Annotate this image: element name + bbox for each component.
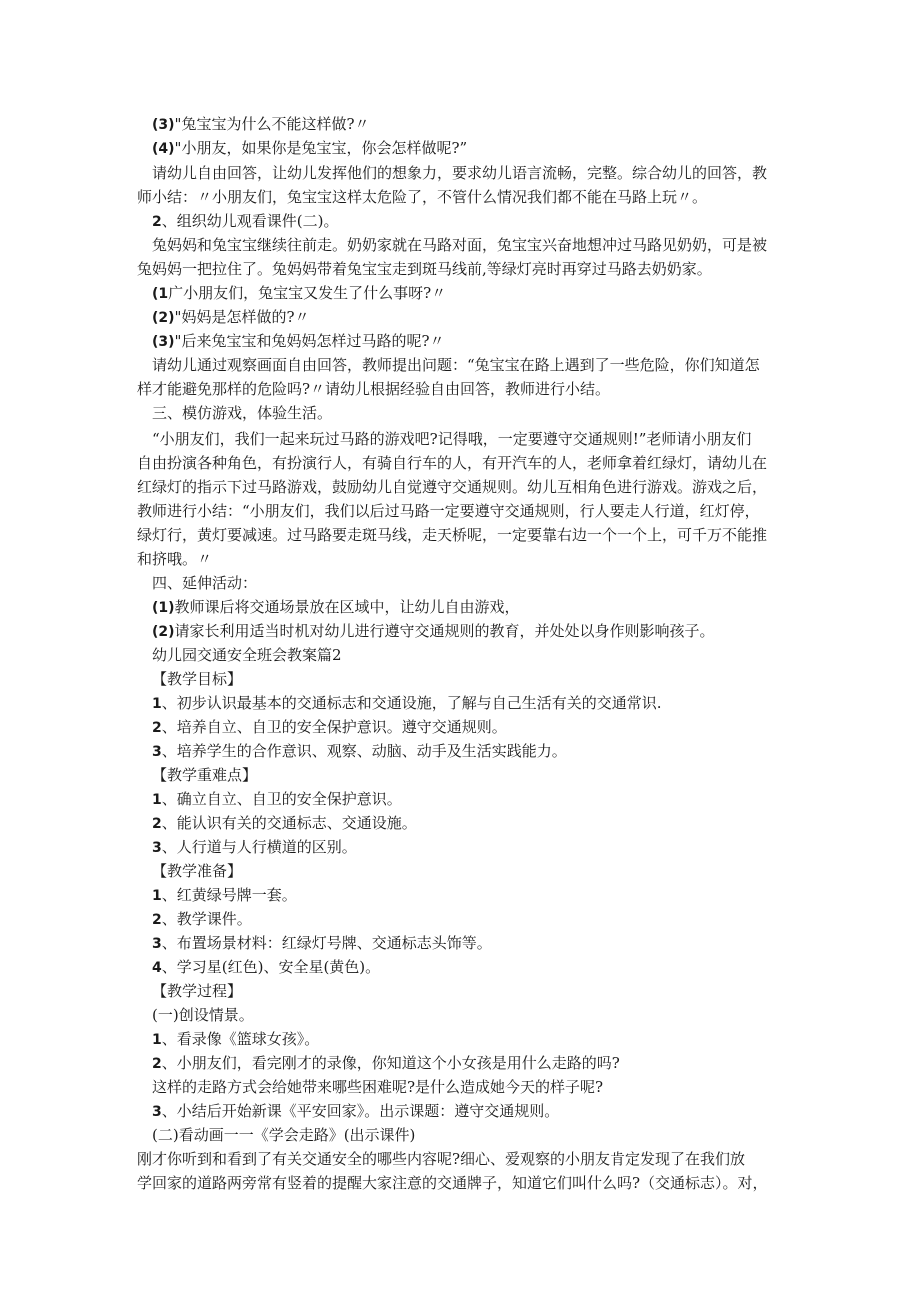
line-text: 、初步认识最基本的交通标志和交通设施，了解与自己生活有关的交通常识. bbox=[161, 694, 662, 712]
line-number-marker: 3 bbox=[152, 744, 162, 760]
text-line bbox=[152, 813, 417, 834]
line-text: 三、模仿游戏，体验生活。 bbox=[152, 404, 333, 422]
text-line bbox=[152, 837, 357, 858]
line-text: "兔宝宝为什么不能这样做?〃 bbox=[174, 115, 370, 133]
line-text: 、小结后开始新课《平安回家》。出示课题：遵守交通规则。 bbox=[161, 1102, 560, 1120]
line-number-marker: (1 bbox=[152, 286, 169, 302]
text-line bbox=[152, 597, 520, 618]
line-text: 请幼儿通过观察画面自由回答，教师提出问题：“兔宝宝在路上遇到了一些危险，你们知道怎 bbox=[152, 356, 760, 374]
line-text: 样才能避免那样的危险吗?〃请幼儿根据经验自由回答，教师进行小结。 bbox=[137, 380, 611, 398]
text-line bbox=[152, 235, 767, 255]
text-line bbox=[152, 789, 402, 810]
line-text: 兔妈妈一把拉住了。兔妈妈带着兔宝宝走到斑马线前,等绿灯亮时再穿过马路去奶奶家。 bbox=[137, 260, 712, 278]
text-line bbox=[152, 909, 252, 930]
line-text: 红绿灯的指示下过马路游戏，鼓励幼儿自觉遵守交通规则。幼儿互相角色进行游戏。游戏之后， bbox=[137, 478, 768, 496]
line-text: 幼儿园交通安全班会教案篇2 bbox=[152, 646, 342, 664]
line-text: 、学习星(红色)、安全星(黄色)。 bbox=[161, 958, 381, 976]
line-text: "小朋友，如果你是兔宝宝，你会怎样做呢?” bbox=[174, 139, 468, 157]
line-text: 、小朋友们，看完刚才的录像，你知道这个小女孩是用什么走路的吗? bbox=[161, 1054, 620, 1072]
text-line bbox=[152, 1053, 620, 1074]
text-line bbox=[137, 259, 712, 279]
line-number-marker: 1 bbox=[152, 792, 162, 808]
text-line bbox=[152, 693, 662, 714]
line-text: 【教学准备】 bbox=[152, 862, 243, 880]
line-text: 、能认识有关的交通标志、交通设施。 bbox=[161, 814, 417, 832]
text-line bbox=[152, 283, 446, 304]
line-number-marker: 1 bbox=[152, 1032, 162, 1048]
line-text: (二)看动画一一《学会走路》(出示课件) bbox=[152, 1126, 416, 1144]
line-number-marker: 3 bbox=[152, 840, 162, 856]
text-line bbox=[137, 1149, 745, 1169]
text-line bbox=[152, 573, 257, 593]
line-number-marker: (4) bbox=[152, 141, 175, 157]
text-line bbox=[152, 1077, 603, 1097]
line-text: 兔妈妈和兔宝宝继续往前走。奶奶家就在马路对面，兔宝宝兴奋地想冲过马路见奶奶，可是被 bbox=[152, 236, 768, 254]
text-line bbox=[152, 163, 767, 183]
line-number-marker: 2 bbox=[152, 912, 162, 928]
text-line bbox=[152, 355, 760, 375]
text-line bbox=[152, 1029, 319, 1050]
line-text: 、确立自立、自卫的安全保护意识。 bbox=[161, 790, 402, 808]
text-line bbox=[137, 187, 707, 207]
line-number-marker: (1) bbox=[152, 600, 175, 616]
line-number-marker: 2 bbox=[152, 1056, 162, 1072]
text-line bbox=[152, 331, 445, 352]
line-text: 、组织幼儿观看课件(二)。 bbox=[161, 212, 339, 230]
text-line bbox=[152, 669, 242, 689]
text-line bbox=[152, 621, 715, 642]
line-number-marker: 3 bbox=[152, 1104, 162, 1120]
line-text: 、看录像《篮球女孩》。 bbox=[161, 1030, 320, 1048]
text-line bbox=[152, 403, 332, 423]
line-text: 【教学重难点】 bbox=[152, 766, 258, 784]
line-text: (一)创设情景。 bbox=[152, 1006, 254, 1024]
text-line bbox=[152, 429, 751, 449]
line-text: 师小结：〃小朋友们，兔宝宝这样太危险了，不管什么情况我们都不能在马路上玩〃。 bbox=[137, 188, 708, 206]
line-text: 教师课后将交通场景放在区域中，让幼儿自由游戏， bbox=[174, 598, 520, 616]
text-line bbox=[137, 549, 212, 569]
text-line bbox=[152, 645, 342, 665]
line-text: 、教学课件。 bbox=[161, 910, 252, 928]
line-number-marker: (2) bbox=[152, 624, 175, 640]
line-number-marker: 2 bbox=[152, 816, 162, 832]
text-line bbox=[137, 379, 610, 399]
line-text: 、红黄绿号牌一套。 bbox=[161, 886, 297, 904]
line-number-marker: 2 bbox=[152, 720, 162, 736]
text-line bbox=[137, 453, 767, 473]
text-line bbox=[152, 765, 257, 785]
line-text: 这样的走路方式会给她带来哪些困难呢?是什么造成她今天的样子呢? bbox=[152, 1078, 604, 1096]
line-number-marker: 1 bbox=[152, 888, 162, 904]
line-text: 和挤哦。〃 bbox=[137, 550, 213, 568]
line-text: 广小朋友们，兔宝宝又发生了什么事呀?〃 bbox=[168, 284, 447, 302]
text-line bbox=[152, 114, 370, 135]
line-text: 、人行道与人行横道的区别。 bbox=[161, 838, 357, 856]
line-text: 【教学目标】 bbox=[152, 670, 243, 688]
text-line bbox=[152, 957, 380, 978]
line-text: 刚才你听到和看到了有关交通安全的哪些内容呢?细心、爱观察的小朋友肯定发现了在我们放 bbox=[137, 1150, 746, 1168]
line-text: 教师进行小结：“小朋友们，我们以后过马路一定要遵守交通规则，行人要走人行道，红灯停， bbox=[137, 502, 760, 520]
line-text: 绿灯行，黄灯要减速。过马路要走斑马线，走天桥呢，一定要靠右边一个一个上，可千万不能推 bbox=[137, 526, 768, 544]
text-line bbox=[152, 981, 242, 1001]
line-text: 、培养自立、自卫的安全保护意识。遵守交通规则。 bbox=[161, 718, 507, 736]
line-text: 请家长利用适当时机对幼儿进行遵守交通规则的教育，并处处以身作则影响孩子。 bbox=[174, 622, 715, 640]
line-text: 学回家的道路两旁常有竖着的提醒大家注意的交通牌子，知道它们叫什么吗?（交通标志）。对， bbox=[137, 1174, 768, 1192]
text-line bbox=[152, 307, 310, 328]
line-text: "后来兔宝宝和兔妈妈怎样过马路的呢?〃 bbox=[174, 332, 445, 350]
text-line bbox=[152, 933, 492, 954]
text-line bbox=[152, 138, 467, 159]
text-line bbox=[137, 525, 767, 545]
line-number-marker: 1 bbox=[152, 696, 162, 712]
text-line bbox=[152, 1005, 254, 1025]
line-text: 请幼儿自由回答，让幼儿发挥他们的想象力，要求幼儿语言流畅，完整。综合幼儿的回答，教 bbox=[152, 164, 768, 182]
line-text: 【教学过程】 bbox=[152, 982, 243, 1000]
line-number-marker: 2 bbox=[152, 214, 162, 230]
line-text: 四、延伸活动： bbox=[152, 574, 258, 592]
line-text: 、布置场景材料：红绿灯号牌、交通标志头饰等。 bbox=[161, 934, 492, 952]
text-line bbox=[152, 885, 297, 906]
line-number-marker: (2) bbox=[152, 310, 175, 326]
line-number-marker: 4 bbox=[152, 960, 162, 976]
line-text: "妈妈是怎样做的?〃 bbox=[174, 308, 310, 326]
line-number-marker: (3) bbox=[152, 117, 175, 133]
line-text: 自由扮演各种角色，有扮演行人，有骑自行车的人，有开汽车的人，老师拿着红绿灯，请幼儿在 bbox=[137, 454, 768, 472]
text-line bbox=[137, 1173, 768, 1193]
text-line bbox=[152, 861, 242, 881]
text-line bbox=[137, 501, 760, 521]
line-number-marker: (3) bbox=[152, 334, 175, 350]
text-line bbox=[137, 477, 767, 497]
text-line bbox=[152, 1101, 559, 1122]
text-line bbox=[152, 1125, 415, 1145]
text-line bbox=[152, 741, 567, 762]
line-number-marker: 3 bbox=[152, 936, 162, 952]
line-text: 、培养学生的合作意识、观察、动脑、动手及生活实践能力。 bbox=[161, 742, 567, 760]
text-line bbox=[152, 211, 338, 232]
text-line bbox=[152, 717, 507, 738]
line-text: “小朋友们，我们一起来玩过马路的游戏吧?记得哦，一定要遵守交通规则!”老师请小朋友们 bbox=[152, 430, 752, 448]
